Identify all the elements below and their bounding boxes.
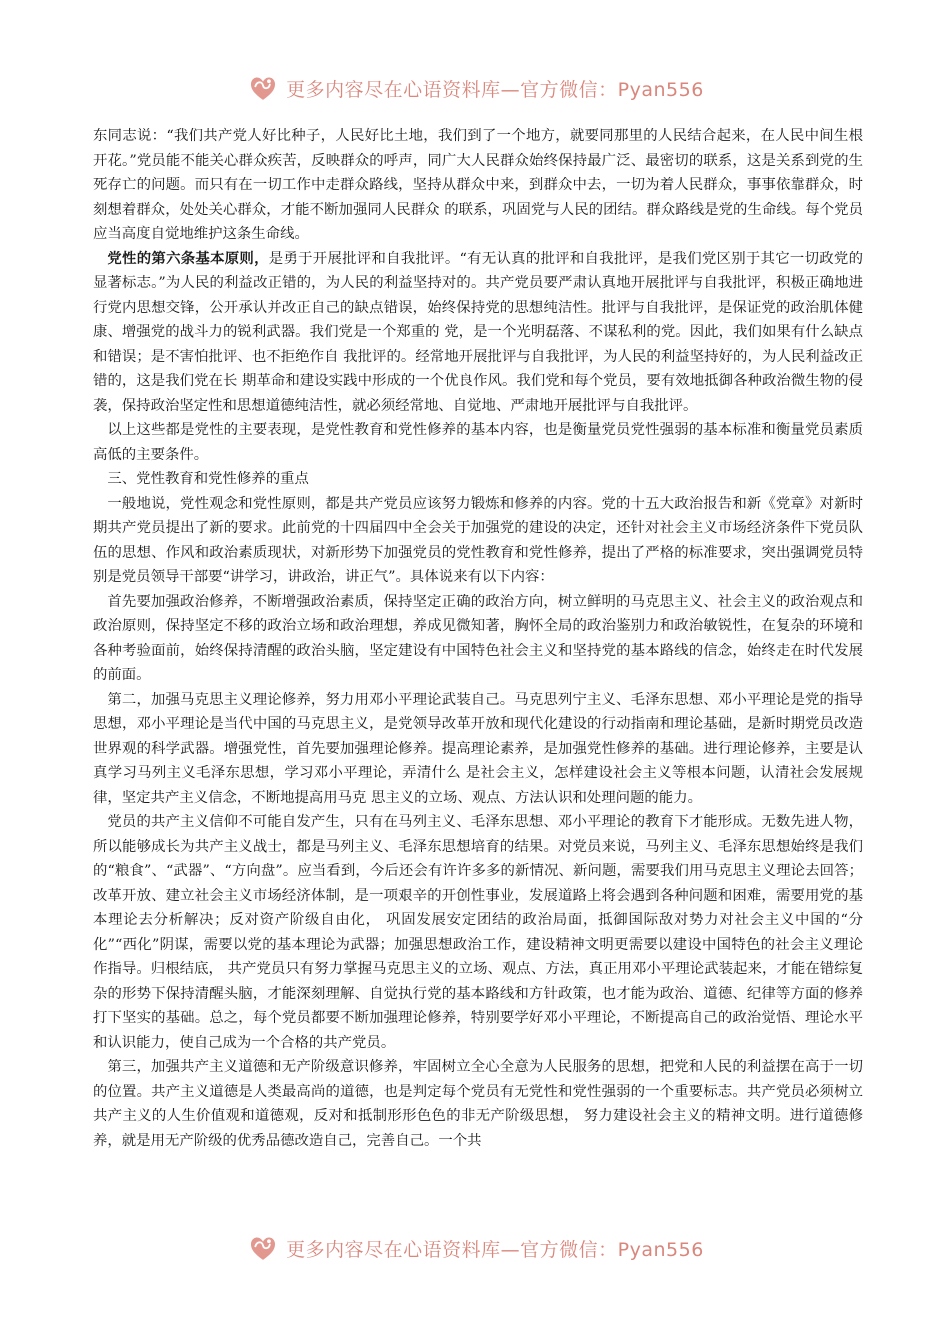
paragraph-1-text: 东同志说：“我们共产党人好比种子，人民好比土地，我们到了一个地方，就要同那里的人民结合起来，在人民中间生根开花。”党员能不能关心群众疾苦，反映群众的呼声，同广大人民群众始终保持最广泛、最密切的联系，这是关系到党的生死存亡的问题。而只有在一切工作中走群众路线，坚持从群众中来，到群众中去，一切为着人民群众，事事依靠群众，时刻想着群众，处处关心群众，才能不断加强同人民群众 的联系，巩固党与人民的团结。群众路线是党的生命线。每个党员应当高度自觉地维护这条生命线。 [93,128,863,242]
paragraph-8-text: 党员的共产主义信仰不可能自发产生，只有在马列主义、毛泽东思想、邓小平理论的教育下才能形成。无数先进人物，所以能够成长为共产主义战士，都是马列主义、毛泽东思想培育的结果。对党员来说，马列主义、毛泽东思想始终是我们的“粮食”、“武器”、“方向盘”。应当看到，今后还会有许许多多的新情况、新问题，需要我们用马克思主义理论去回答；改革开放、建立社会主义市场经济体制，是一项艰辛的开创性事业，发展道路上将会遇到各种问题和困难，需要用党的基本理论去分析解决；反对资产阶级自由化， 巩固发展安定团结的政治局面，抵御国际敌对势力对社会主义中国的“分化”“西化”阴谋，需要以党的基本理论为武器；加强思想政治工作，建设精神文明更需要以建设中国特色的社会主义理论作指导。归根结底， 共产党员只有努力掌握马克思主义的立场、观点、方法，真正用邓小平理论武装起来，才能在错综复杂的形势下保持清醒头脑，才能深刻理解、自觉执行党的基本路线和方针政策，也才能为政治、道德、纪律等方面的修养打下坚实的基础。总之，每个党员都要不断加强理论修养，特别要学好邓小平理论，不断提高自己的政治觉悟、理论水平和认识能力，使自己成为一个合格的共产党员。 [93,814,863,1051]
paragraph-7-text: 第二，加强马克思主义理论修养，努力用邓小平理论武装自己。马克思列宁主义、毛泽东思想、邓小平理论是党的指导思想，邓小平理论是当代中国的马克思主义，是党领导改革开放和现代化建设的行动指南和理论基础，是新时期党员改造世界观的科学武器。增强党性，首先要加强理论修养。提高理论素养，是加强党性修养的基础。进行理论修养，主要是认真学习马列主义毛泽东思想，学习邓小平理论，弄清什么 是社会主义，怎样建设社会主义等根本问题，认清社会发展规律，坚定共产主义信念，不断地提高用马克 思主义的立场、观点、方法认识和处理问题的能力。 [93,691,863,806]
paragraph-5 [93,492,863,590]
paragraph-6-text: 首先要加强政治修养，不断增强政治素质，保持坚定正确的政治方向，树立鲜明的马克思主义、社会主义的政治观点和政治原则，保持坚定不移的政治立场和政治理想，养成见微知著，胸怀全局的政治鉴别力和政治敏锐性，在复杂的环境和各种考验面前，始终保持清醒的政治头脑，坚定建设有中国特色社会主义和坚持党的基本路线的信念，始终走在时代发展的前面。 [93,593,863,683]
paragraph-3 [93,418,863,467]
paragraph-7 [93,688,863,811]
heart-swirl-logo-icon [246,1231,280,1265]
paragraph-3-text: 以上这些都是党性的主要表现，是党性教育和党性修养的基本内容，也是衡量党员党性强弱的基本标准和衡量党员素质高低的主要条件。 [93,422,863,463]
watermark-footer [0,1228,950,1268]
section-heading-text: 三、党性教育和党性修养的重点 [107,471,309,487]
paragraph-2-text: 是勇于开展批评和自我批评。“有无认真的批评和自我批评，是我们党区别于其它一切政党的显著标志。”为人民的利益改正错的，为人民的利益坚持对的。共产党员要严肃认真地开展批评与自我批评，积极正确地进行党内思想交锋，公开承认并改正自己的缺点错误，始终保持党的思想纯洁性。批评与自我批评，是保证党的政治肌体健康、增强党的战斗力的锐利武器。我们党是一个郑重的 党，是一个光明磊落、不谋私利的党。因此，我们如果有什么缺点和错误；是不害怕批评、也不拒绝作自 我批评的。经常地开展批评与自我批评，为人民的利益坚持好的，为人民利益改正错的，这是我们党在长 期革命和建设实践中形成的一个优良作风。我们党和每个党员，要有效地抵御各种政治微生物的侵袭，保持政治坚定性和思想道德纯洁性，就必须经常地、自觉地、严肃地开展批评与自我批评。 [93,250,863,414]
document-body [93,124,863,1153]
heart-swirl-logo-icon [246,71,280,105]
paragraph-9-text: 第三，加强共产主义道德和无产阶级意识修养，牢固树立全心全意为人民服务的思想，把党和人民的利益摆在高于一切的位置。共产主义道德是人类最高尚的道德，也是判定每个党员有无党性和党性强弱的一个重要标志。共产党员必须树立共产主义的人生价值观和道德观，反对和抵制形形色色的非无产阶级思想， 努力建设社会主义的精神文明。进行道德修养，就是用无产阶级的优秀品德改造自己，完善自己。一个共 [93,1059,863,1149]
section-heading [93,467,863,492]
watermark-header-text: 更多内容尽在心语资料库—官方微信：Pyan556 [286,78,704,101]
paragraph-9 [93,1055,863,1153]
watermark-footer-text: 更多内容尽在心语资料库—官方微信：Pyan556 [286,1238,704,1261]
paragraph-6 [93,590,863,688]
paragraph-8 [93,810,863,1055]
paragraph-2-lead: 党性的第六条基本原则， [107,249,269,267]
watermark-header [0,68,950,108]
paragraph-2 [93,247,863,419]
paragraph-1 [93,124,863,247]
paragraph-5-text: 一般地说，党性观念和党性原则，都是共产党员应该努力锻炼和修养的内容。党的十五大政治报告和新《党章》对新时期共产党员提出了新的要求。此前党的十四届四中全会关于加强党的建设的决定，还针对社会主义市场经济条件下党员队伍的思想、作风和政治素质现状，对新形势下加强党员的党性教育和党性修养，提出了严格的标准要求，突出强调党员特别是党员领导干部要“讲学习，讲政治，讲正气”。具体说来有以下内容： [93,495,863,585]
